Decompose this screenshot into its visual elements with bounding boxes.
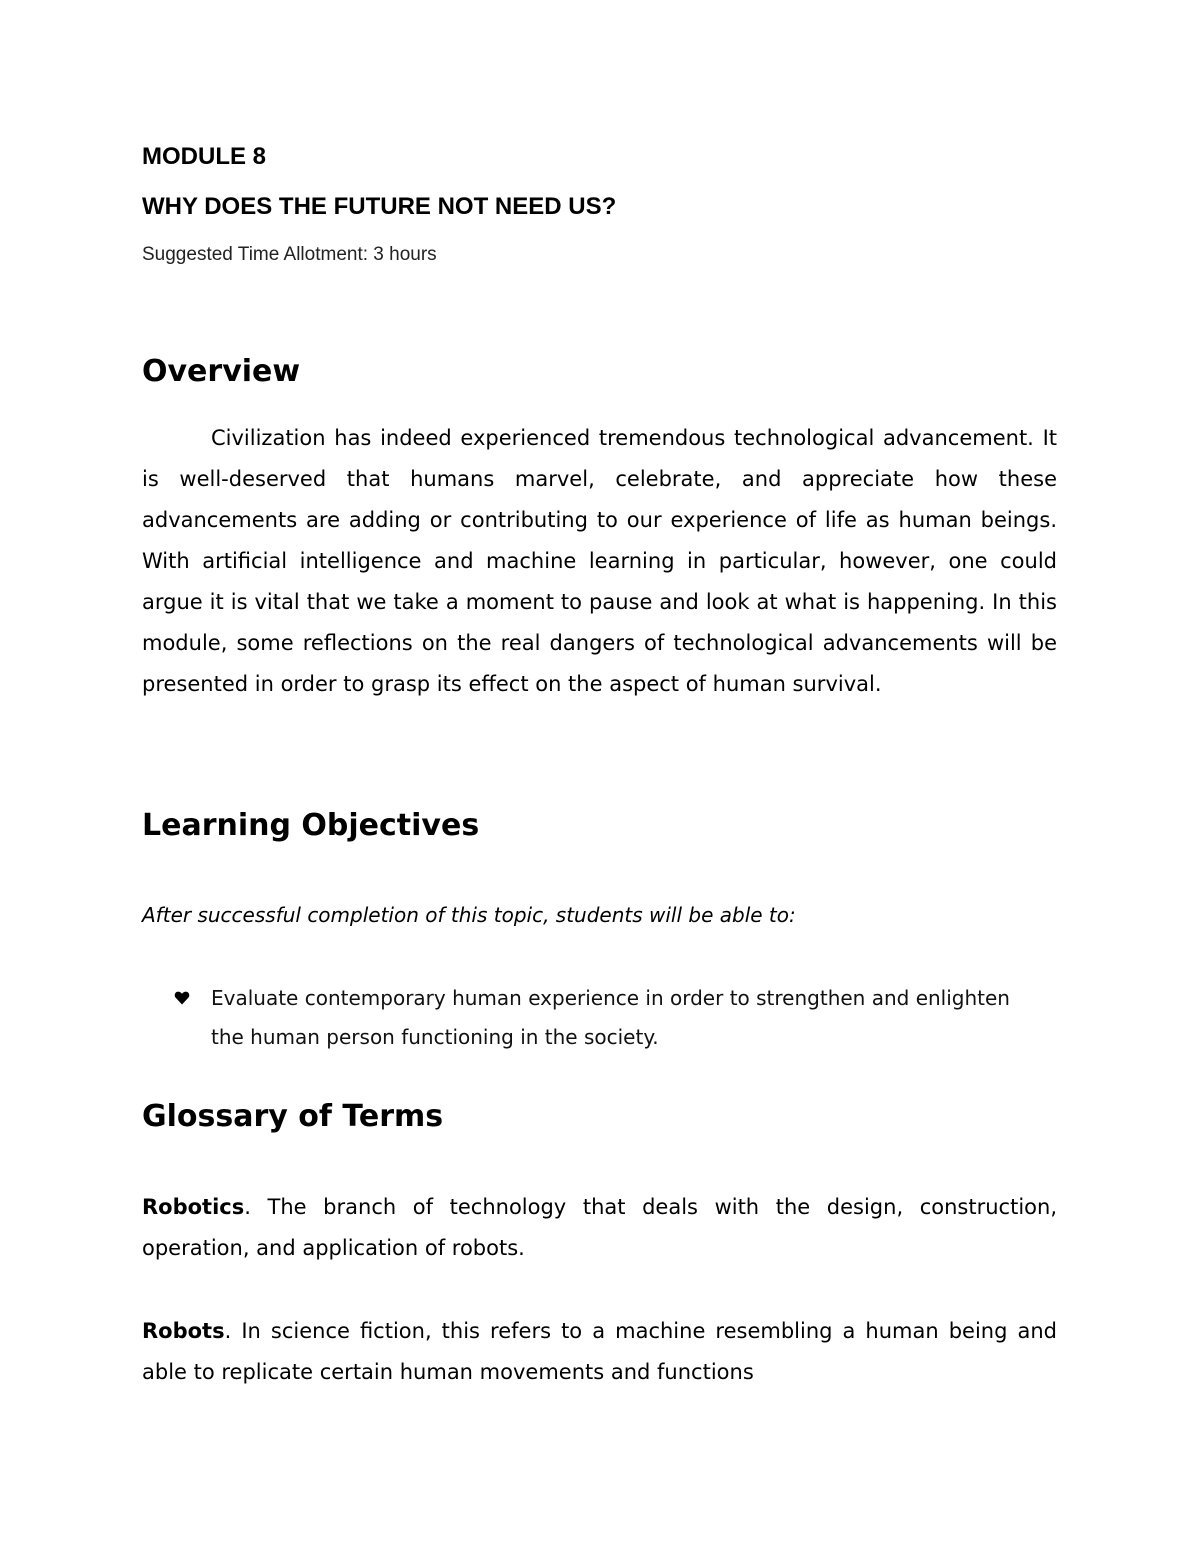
objective-text: Evaluate contemporary human experience in order to strengthen and enlighten the human person functioning in the society. [211,986,1010,1049]
overview-paragraph [142,418,1057,705]
time-allotment: Suggested Time Allotment: 3 hours [142,244,437,265]
module-number: MODULE 8 [142,143,267,170]
glossary-entry [142,1311,1057,1393]
glossary-definition: The branch of technology that deals with the design, construction, operation, and application of robots. [142,1195,1057,1260]
heart-icon [174,979,211,1057]
glossary-term: Robotics [142,1195,245,1219]
overview-text: Civilization has indeed experienced tremendous technological advancement. It is well-deserved that humans marvel, celebrate, and appreciate how these advancements are adding or contributing to our experience of life as human beings. With artificial intelligence and machine learning in particular, however, one could argue it is vital that we take a moment to pause and look at what is happening. In this module, some reflections on the real dangers of technological advancements will be presented in order to grasp its effect on the aspect of human survival. [142,426,1057,696]
glossary-heading: Glossary of Terms [142,1099,444,1134]
overview-heading: Overview [142,354,301,389]
term-separator: . [224,1319,242,1343]
objectives-intro: After successful completion of this topic, students will be able to: [142,903,796,927]
objective-list-item [174,979,1054,1057]
term-separator: . [244,1195,268,1219]
glossary-entry [142,1187,1057,1269]
learning-objectives-heading: Learning Objectives [142,808,480,843]
module-title: WHY DOES THE FUTURE NOT NEED US? [142,193,617,220]
glossary-term: Robots [142,1319,225,1343]
glossary-definition: In science fiction, this refers to a machine resembling a human being and able to replicate certain human movements and functions [142,1319,1057,1384]
